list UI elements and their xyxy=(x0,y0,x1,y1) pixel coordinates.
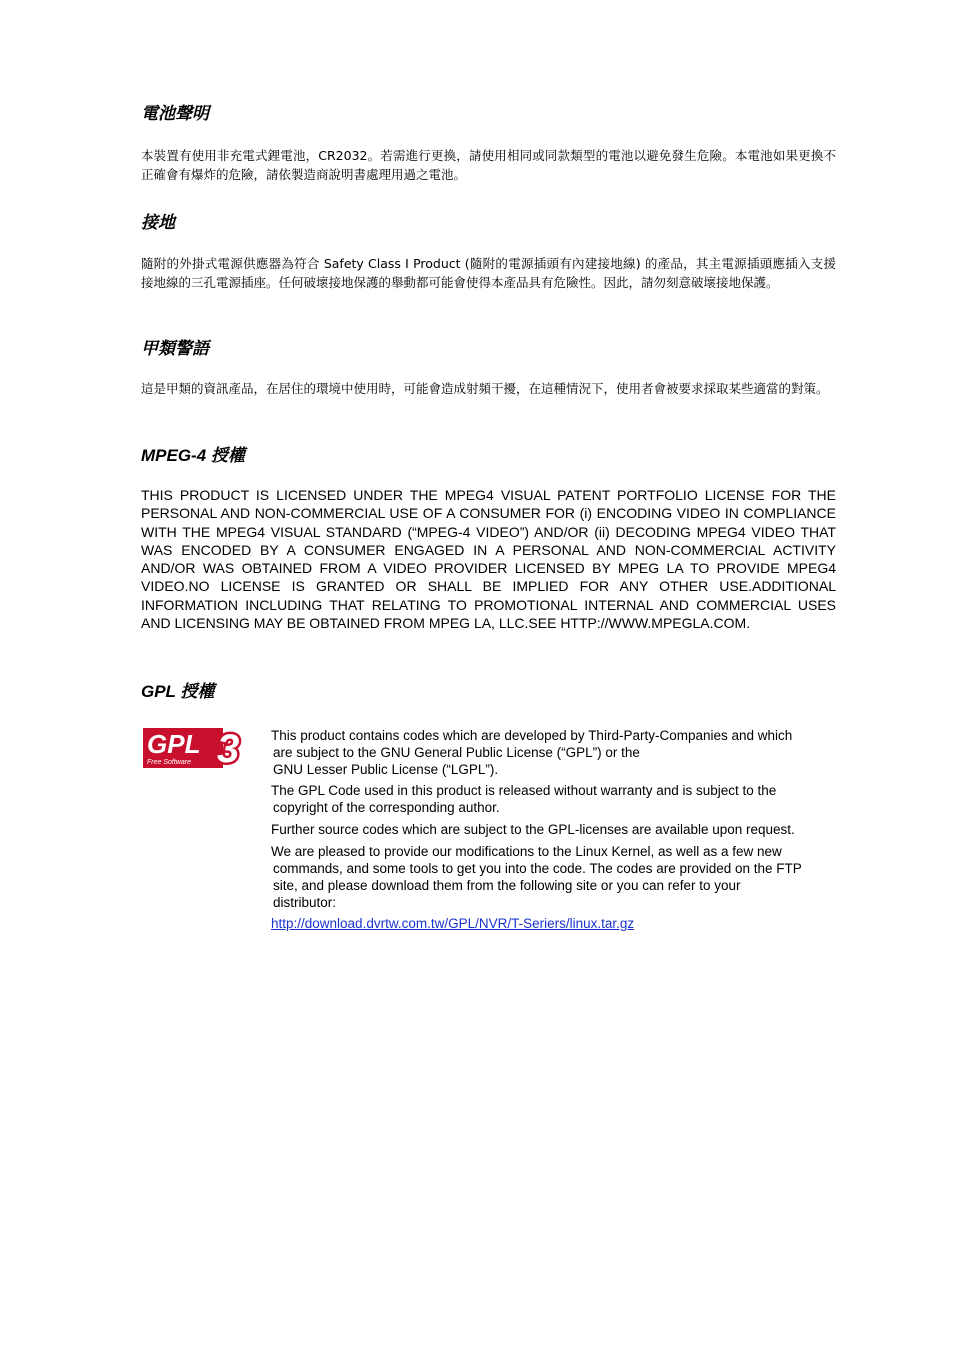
gpl-logo-subtitle: Free Software xyxy=(147,759,191,766)
gpl-p1-line1: This product contains codes which are developed by Third-Party-Companies and which xyxy=(271,728,793,743)
gpl-p1-line3: GNU Lesser Public License (“LGPL”). xyxy=(273,762,499,777)
gpl-notice-2 xyxy=(271,782,836,816)
gpl-logo-version: 3 xyxy=(217,727,240,770)
gpl-p4-line1: We are pleased to provide our modifications to the Linux Kernel, as well as a few new xyxy=(271,844,782,859)
grounding-heading: 接地 xyxy=(141,213,175,232)
gpl-p2-line2: copyright of the corresponding author. xyxy=(273,800,500,815)
grounding-text: 隨附的外掛式電源供應器為符合 Safety Class I Product (隨附的電源插頭有內建接地線) 的產品，其主電源插頭應插入支援接地線的三孔電源插座。任何破壞接地保護的舉動都可能會使得本產品具有危險性。因此，請勿刻意破壞接地保護。 xyxy=(141,256,836,290)
class-a-text: 這是甲類的資訊產品，在居住的環境中使用時，可能會造成射頻干擾，在這種情況下，使用者會被要求採取某些適當的對策。 xyxy=(141,381,829,396)
gpl-p3-line1: Further source codes which are subject to the GPL-licenses are available upon request. xyxy=(271,822,795,837)
gpl-link-row xyxy=(271,915,836,932)
battery-heading: 電池聲明 xyxy=(141,104,209,123)
mpeg4-license-text: THIS PRODUCT IS LICENSED UNDER THE MPEG4 VISUAL PATENT PORTFOLIO LICENSE FOR THE PERSONAL AND NON-COMMERCIAL USE OF A CONSUMER FOR (i) ENCODING VIDEO IN COMPLIANCE WITH THE MPEG4 VISUAL STANDARD (“MPEG-4 VIDEO”) AND/OR (ii) DECODING MPEG4 VIDEO THAT WAS ENCODED BY A CONSUMER ENGAGED IN A PERSONAL AND NON-COMMERCIAL ACTIVITY AND/OR WAS OBTAINED FROM A VIDEO PROVIDER LICENSED BY MPEG LA TO PROVIDE MPEG4 VIDEO.NO LICENSE IS GRANTED OR SHALL BE IMPLIED FOR ANY OTHER USE.ADDITIONAL INFORMATION INCLUDING THAT RELATING TO PROMOTIONAL INTERNAL AND COMMERCIAL USES AND LICENSING MAY BE OBTAINED FROM MPEG LA, LLC.SEE HTTP://WWW.MPEGLA.COM. xyxy=(141,487,836,632)
gpl-v3-logo xyxy=(141,722,259,770)
gpl-logo-text: GPL xyxy=(147,729,201,759)
gpl-p2-line1: The GPL Code used in this product is released without warranty and is subject to the xyxy=(271,783,777,798)
gpl-p1-line2: are subject to the GNU General Public License (“GPL”) or the xyxy=(273,745,640,760)
mpeg4-heading: MPEG-4 授權 xyxy=(141,446,245,465)
battery-text: 本裝置有使用非充電式鋰電池，CR2032。若需進行更換，請使用相同或同款類型的電池以避免發生危險。本電池如果更換不正確會有爆炸的危險，請依製造商說明書處理用過之電池。 xyxy=(141,148,836,182)
gpl-notice-3 xyxy=(271,821,836,838)
gpl-p4-line2: commands, and some tools to get you into the code. The codes are provided on the FTP xyxy=(273,861,802,876)
gpl-p4-line3: site, and please download them from the following site or you can refer to your xyxy=(273,878,741,893)
class-a-heading: 甲類警語 xyxy=(141,339,209,358)
gpl-notice-1 xyxy=(271,727,836,778)
gpl-notice-4 xyxy=(271,843,836,911)
gpl-source-download-link[interactable]: http://download.dvrtw.com.tw/GPL/NVR/T-Seriers/linux.tar.gz xyxy=(271,916,635,931)
gpl-heading: GPL 授權 xyxy=(141,682,215,701)
gpl-p4-line4: distributor: xyxy=(273,895,337,910)
